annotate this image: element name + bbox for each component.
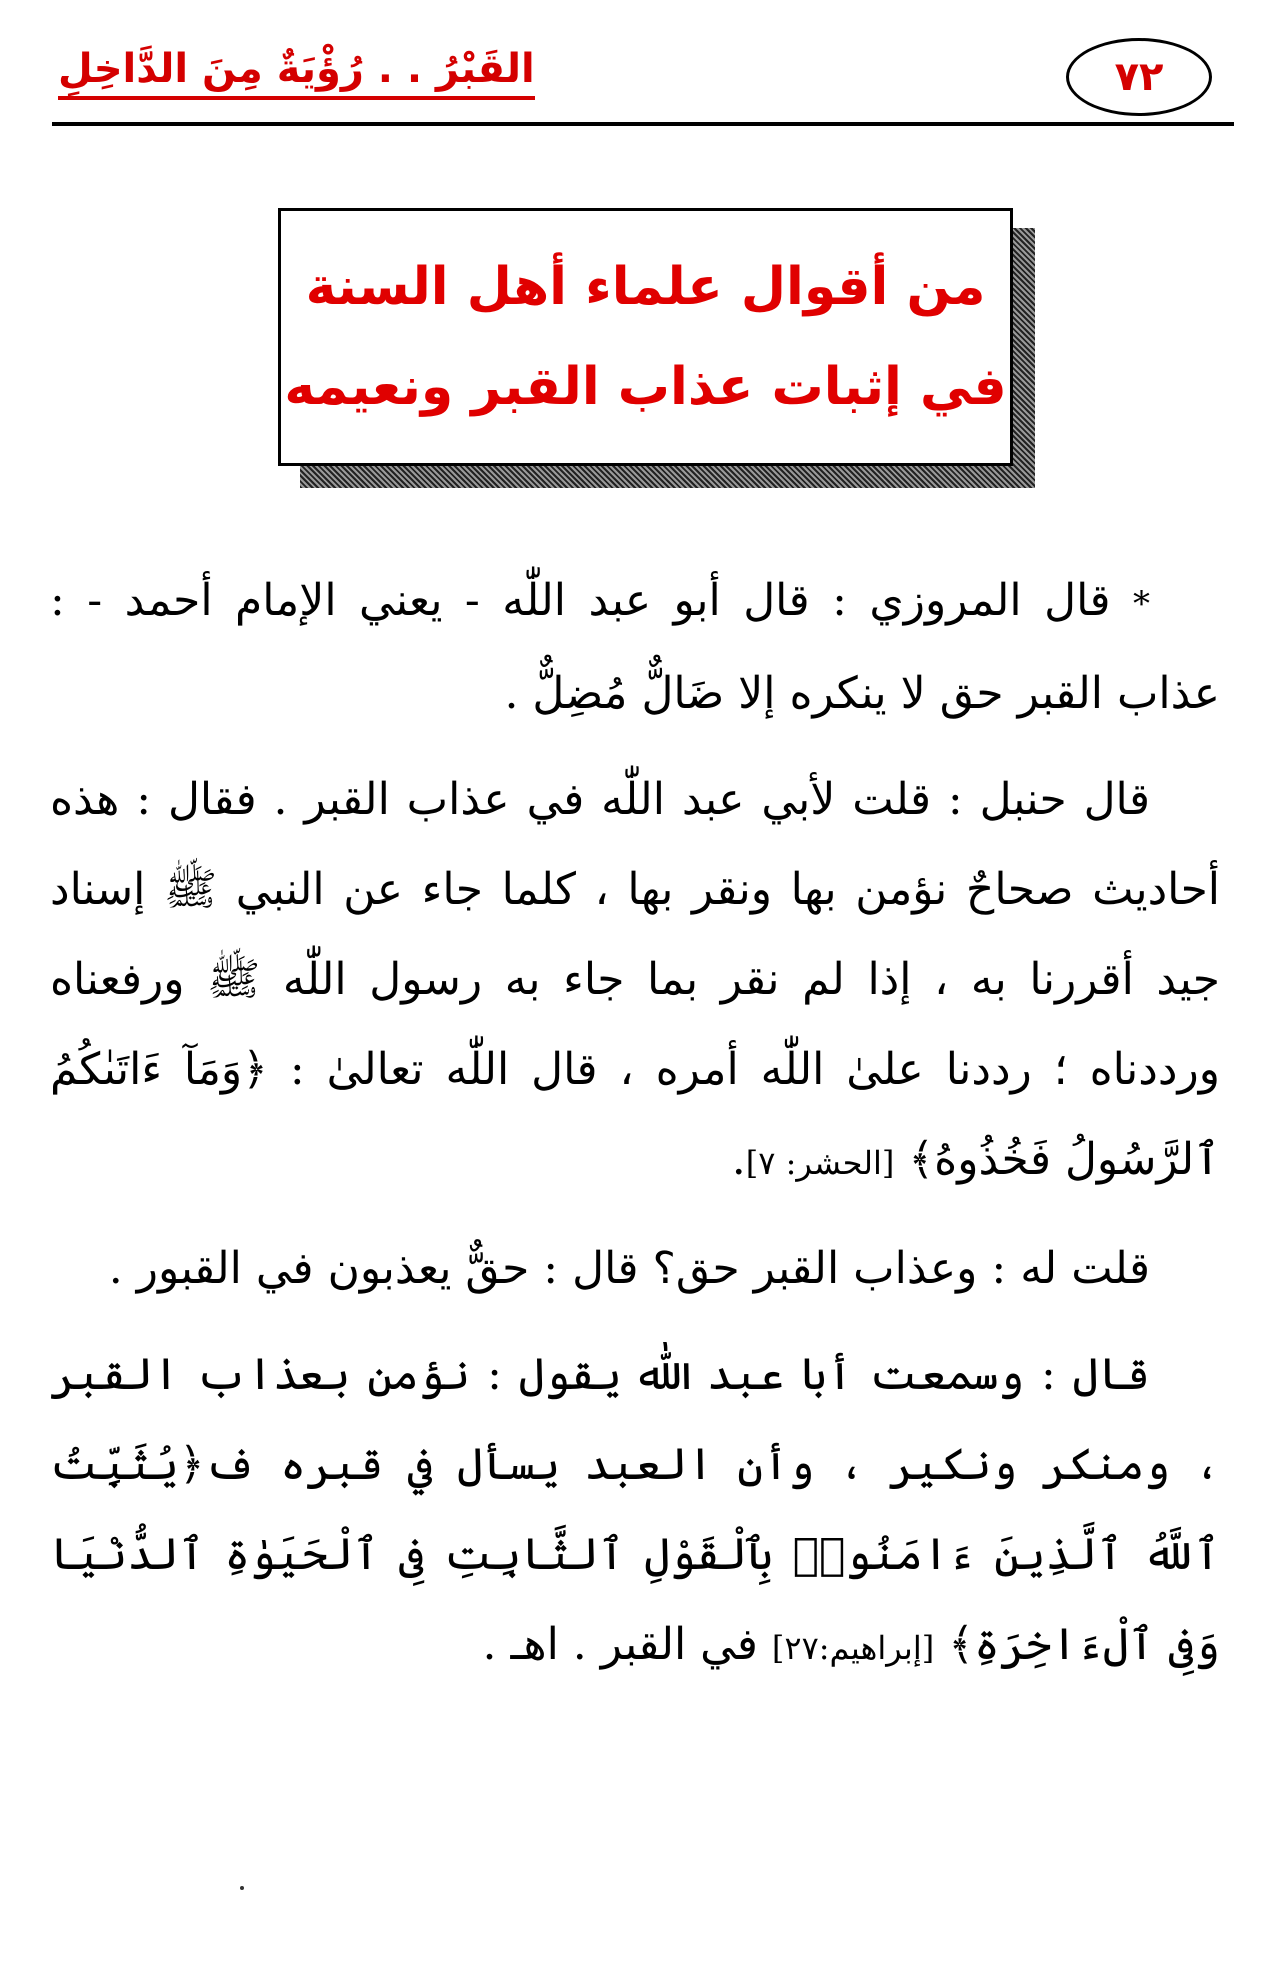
paragraph-samitu-text: قال : وسمعت أبا عبد اللّٰه يقول : نؤمن بعذاب القبر ، ومنكر ونكير ، وأن العبد يسأل في قبره ف	[50, 1349, 1220, 1490]
paragraph-hanbal-text: قال حنبل : قلت لأبي عبد اللّٰه في عذاب القبر . فقال : هذه أحاديث صحاحٌ نؤمن بها ونقر بها ، كلما جاء عن النبي ﷺ إسناد جيد أقررنا به ، إذا لم نقر بما جاء به رسول اللّٰه ﷺ ورفعناه ورددناه ؛ رددنا علىٰ اللّٰه أمره ، قال اللّٰه تعالىٰ :	[50, 774, 1220, 1095]
page-header	[52, 30, 1232, 126]
reference-hashr: [الحشر: ٧]	[745, 1144, 895, 1182]
running-title: القَبْرُ . . رُؤْيَةٌ مِنَ الدَّاخِلِ	[58, 46, 535, 100]
paragraph-marwazi	[50, 556, 1220, 739]
paragraph-hanbal	[50, 755, 1220, 1208]
section-title-line-2: في إثبات عذاب القبر ونعيمه	[284, 357, 1007, 417]
quran-quote-hashr: ﴿وَمَآ ءَاتَىٰكُمُ ٱلرَّسُولُ فَخُذُوهُ﴾	[50, 1044, 1220, 1185]
paragraph-hanbal-end: .	[731, 1134, 746, 1185]
scan-speck	[240, 1886, 244, 1890]
paragraph-sami'tu	[50, 1330, 1220, 1693]
body-text	[50, 556, 1220, 1709]
star-marker: *	[1133, 584, 1150, 624]
section-title-line-1: من أقوال علماء أهل السنة	[305, 257, 986, 317]
paragraph-marwazi-text: قال المروزي : قال أبو عبد اللّٰه - يعني الإمام أحمد - : عذاب القبر حق لا ينكره إلا ضَالٌّ مُضِلٌّ .	[50, 575, 1220, 719]
section-title-box	[278, 208, 1013, 466]
paragraph-haqq	[50, 1224, 1220, 1314]
paragraph-haqq-text: قلت له : وعذاب القبر حق؟ قال : حقٌّ يعذبون في القبور .	[108, 1243, 1150, 1294]
page-number: ٧٢	[1066, 38, 1212, 116]
paragraph-samitu-end: في القبر . اهـ .	[482, 1619, 758, 1670]
reference-ibrahim: [إبراهيم:٢٧]	[771, 1629, 935, 1667]
header-rule	[52, 122, 1234, 126]
quran-quote-ibrahim: ﴿يُثَبِّتُ ٱللَّهُ ٱلَّذِينَ ءَامَنُوا۟ بِٱلْقَوْلِ ٱلثَّابِتِ فِى ٱلْحَيَوٰةِ ٱلدُّنْيَا وَفِى ٱلْءَاخِرَةِ﴾	[50, 1439, 1220, 1670]
